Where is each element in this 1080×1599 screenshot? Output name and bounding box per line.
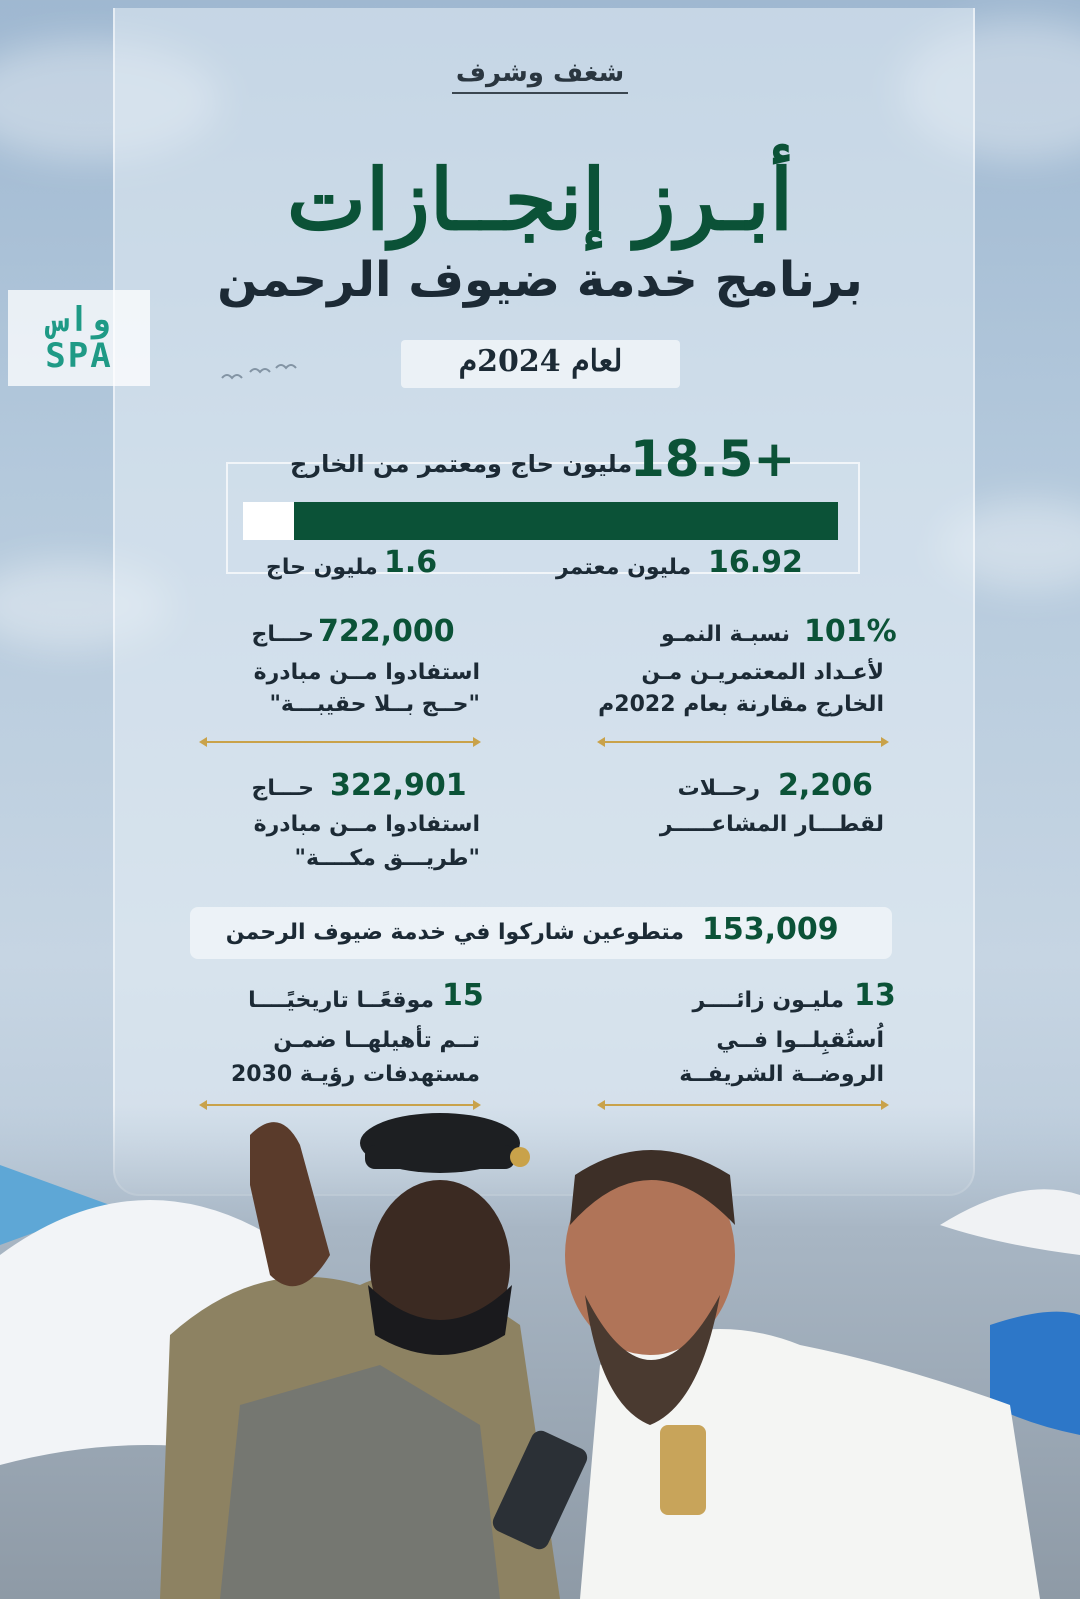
trips-value: 2,206 — [778, 768, 873, 803]
umrah-label: مليون معتمر — [556, 555, 692, 580]
tagline-underline — [452, 92, 628, 94]
rawdah-label: مليـون زائــــر — [692, 988, 844, 1013]
divider — [603, 741, 883, 743]
year-label: لعام 2024م — [458, 344, 623, 379]
tagline: شغف وشرف — [455, 58, 625, 88]
volunteers-label: متطوعين شاركوا في خدمة ضيوف الرحمن — [225, 920, 684, 945]
umrah-value: 16.92 — [708, 545, 803, 580]
total-value: 18.5+ — [630, 430, 796, 488]
sites-label: موقعًــا تاريخيًــــا — [248, 988, 434, 1013]
page-subtitle: برنامج خدمة ضيوف الرحمن — [217, 252, 863, 308]
makkah-route-label: حـــاج — [251, 776, 314, 801]
birds-icon — [220, 360, 300, 384]
rawdah-desc-1: اُستُقبِلــوا فــي — [716, 1028, 884, 1053]
hajj-value: 1.6 — [384, 545, 438, 580]
rawdah-value: 13 — [854, 978, 896, 1013]
sites-desc-1: تــم تأهيلهــا ضمـن — [273, 1028, 480, 1053]
total-label: مليون حاج ومعتمر من الخارج — [290, 450, 633, 478]
spa-logo-arabic: واس — [48, 300, 110, 340]
pilgrims-photo — [0, 1105, 1080, 1599]
sites-desc-2: مستهدفات رؤيـة 2030 — [230, 1062, 480, 1087]
growth-label: نسبـة النمـو — [661, 622, 790, 647]
umrah-bar — [294, 502, 838, 540]
hajj-label: مليون حاج — [266, 555, 378, 580]
divider — [205, 741, 475, 743]
makkah-route-desc-1: استفادوا مــن مبادرة — [253, 812, 480, 837]
volunteers-value: 153,009 — [702, 912, 839, 947]
no-bag-label: حـــاج — [251, 622, 314, 647]
spa-logo — [8, 290, 150, 386]
no-bag-desc-2: "حــج بــلا حقيبـــة" — [269, 692, 480, 717]
sites-value: 15 — [442, 978, 484, 1013]
rawdah-desc-2: الروضــة الشريفــة — [679, 1062, 884, 1087]
makkah-route-value: 322,901 — [330, 768, 467, 803]
spa-logo-latin: SPA — [45, 336, 113, 376]
page-title: أبـرز إنجــازات — [286, 150, 794, 249]
growth-value: 101% — [804, 614, 897, 649]
growth-desc-1: لأعـداد المعتمريـن مـن — [641, 660, 884, 685]
no-bag-desc-1: استفادوا مــن مبادرة — [253, 660, 480, 685]
makkah-route-desc-2: "طريـــق مكــــة" — [294, 846, 480, 871]
no-bag-value: 722,000 — [318, 614, 455, 649]
trips-label: رحــلات — [677, 776, 760, 801]
growth-desc-2: الخارج مقارنة بعام 2022م — [598, 692, 884, 717]
trips-desc-1: لقطـــار المشاعـــــر — [659, 812, 884, 837]
